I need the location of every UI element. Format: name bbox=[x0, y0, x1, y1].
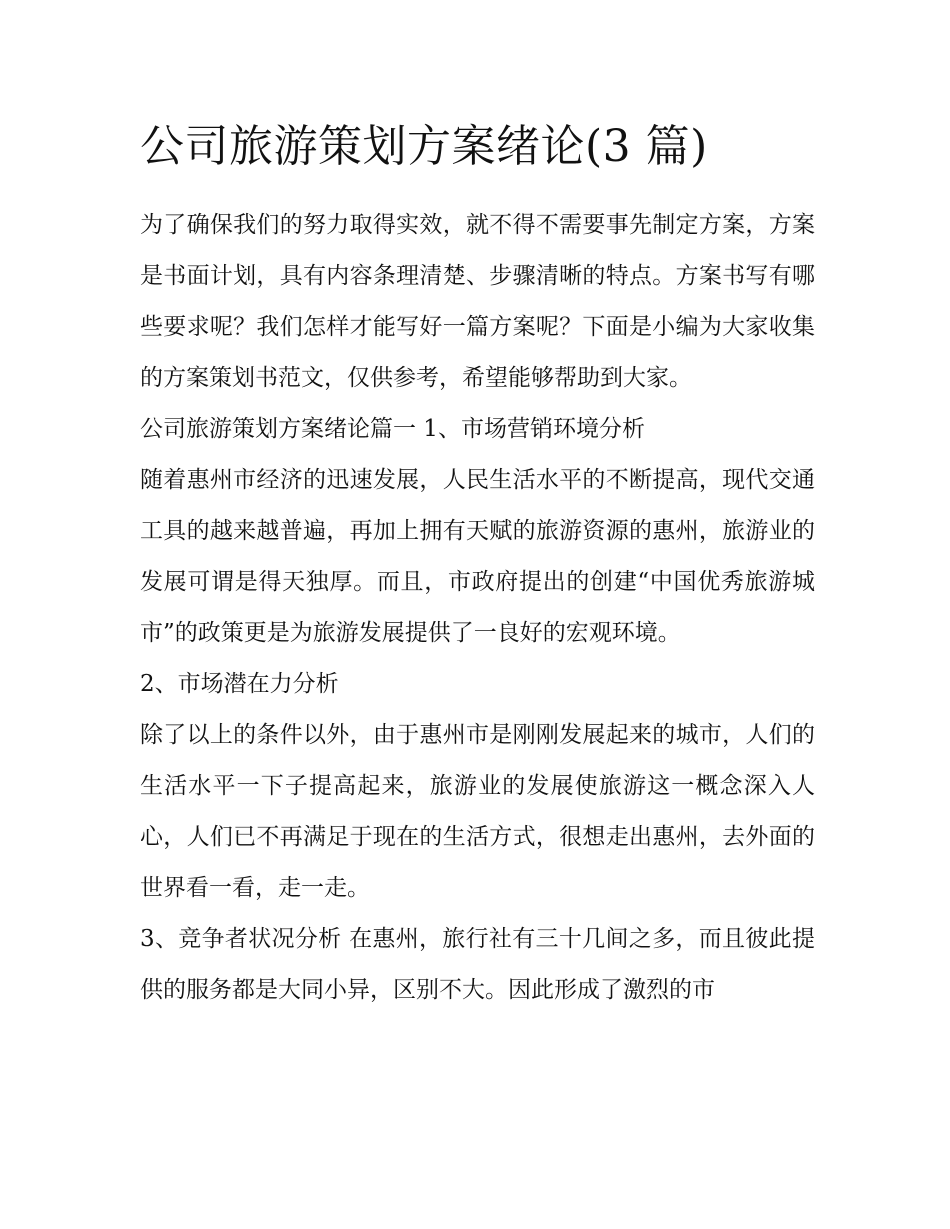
document-page bbox=[140, 112, 815, 1016]
section1-paragraph: 随着惠州市经济的迅速发展，人民生活水平的不断提高，现代交通工具的越来越普遍，再加上拥有天赋的旅游资源的惠州，旅游业的发展可谓是得天独厚。而且，市政府提出的创建“中国优秀旅游城市”的政策更是为旅游发展提供了一良好的宏观环境。 bbox=[140, 467, 815, 646]
document-title: 公司旅游策划方案绪论(3 篇) bbox=[140, 121, 708, 172]
section3-paragraph: 3、竞争者状况分析 在惠州，旅行社有三十几间之多，而且彼此提供的服务都是大同小异，区别不大。因此形成了激烈的市 bbox=[140, 926, 815, 1003]
section1-heading: 公司旅游策划方案绪论篇一 1、市场营销环境分析 bbox=[140, 416, 645, 442]
section2-heading: 2、市场潜在力分析 bbox=[140, 671, 339, 697]
section2-paragraph: 除了以上的条件以外，由于惠州市是刚刚发展起来的城市，人们的生活水平一下子提高起来，旅游业的发展使旅游这一概念深入人心，人们已不再满足于现在的生活方式，很想走出惠州，去外面的世界看一看，走一走。 bbox=[140, 722, 815, 901]
intro-paragraph: 为了确保我们的努力取得实效，就不得不需要事先制定方案，方案是书面计划，具有内容条理清楚、步骤清晰的特点。方案书写有哪些要求呢？我们怎样才能写好一篇方案呢？下面是小编为大家收集的方案策划书范文，仅供参考，希望能够帮助到大家。 bbox=[140, 212, 815, 391]
